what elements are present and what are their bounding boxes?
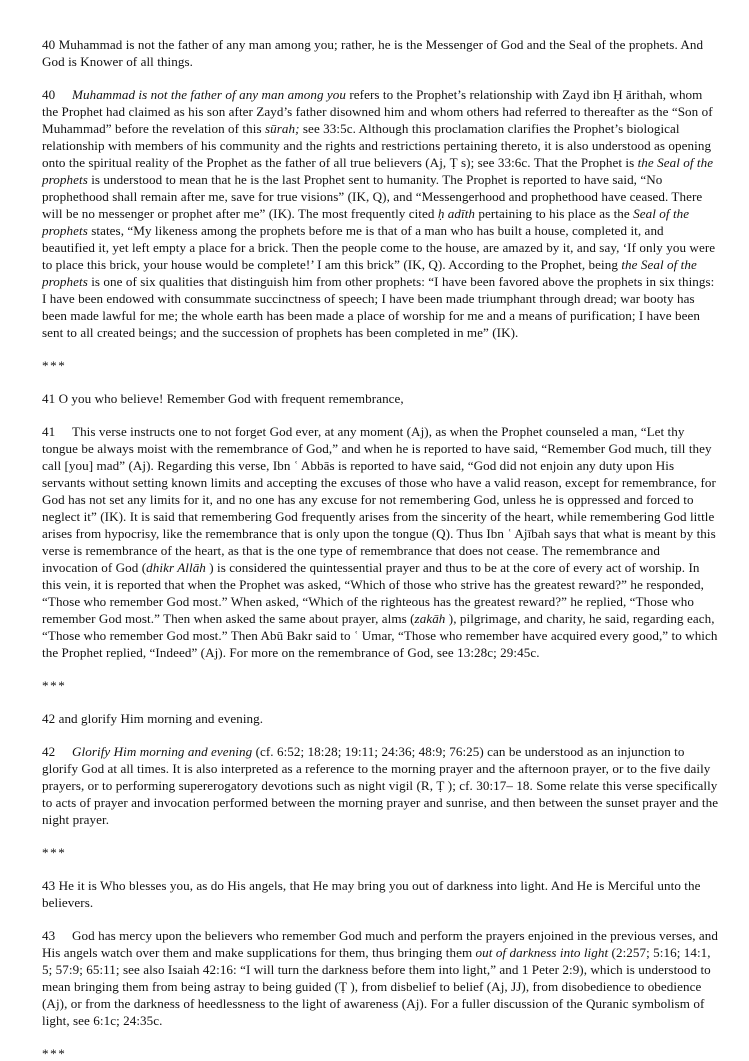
- commentary-paragraph-41: [42, 423, 719, 661]
- commentary-40-lead-italic: Muhammad is not the father of any man among you: [72, 87, 347, 102]
- verse-text-42: [42, 710, 719, 727]
- verse-41-body: 41 O you who believe! Remember God with frequent remembrance,: [42, 391, 404, 406]
- commentary-number-43: 43: [42, 928, 56, 943]
- commentary-40-italic-5: Seal of the prophets: [42, 206, 690, 238]
- section-separator-1: ***: [42, 358, 67, 373]
- commentary-40-text-6: is one of six qualities that distinguish him from other prophets: “I have been favored above the prophets in six things: I have been endowed with consummate succinctness of speech; I have been made triumphant through dread; war booty has been made lawful for me; the whole earth has been made a place of worship for me and a means of purification; I have been sent to all created beings; and the succession of prophets has been completed in me” (IK).: [42, 274, 715, 340]
- commentary-43-italic-1: out of darkness into light: [475, 945, 609, 960]
- commentary-number-42: 42: [42, 744, 56, 759]
- commentary-40-italic-6: the Seal of the prophets: [42, 257, 697, 289]
- commentary-43-text-1: God has mercy upon the believers who remember God much and perform the prayers enjoined in the previous verses, and His angels watch over them and make supplications for them, thus bringing them: [42, 928, 719, 960]
- commentary-41-text-1: This verse instructs one to not forget God ever, at any moment (Aj), as when the Prophet counseled a man, “Let thy tongue be always moist with the remembrance of God,” and when he is reported to have said, “Remember God much, till they call [you] mad” (Aj). Regarding this verse, Ibn ʿ Abbās is reported to have said, “God did not enjoin any duty upon His servants without setting known limits and accepting the excuses of those who have a valid reason, except for remembrance, for God has not set any limits for it, and no one has any excuse for not remembering God, unless he is oppressed and forced to neglect it” (IK). It is said that remembering God frequently arises from the sincerity of the heart, while remembering God little arises from hypocrisy, like the remembrance that is only upon the tongue (Q). Thus Ibn ʿ Ajībah says that what is meant by this verse is remembrance of the heart, as that is the one type of remembrance that does not cease. The remembrance and invocation of God (: [42, 424, 716, 575]
- commentary-paragraph-42: [42, 743, 719, 828]
- commentary-41-italic-2: zakāh: [414, 611, 446, 626]
- verse-text-43: [42, 877, 719, 911]
- commentary-number-40: 40: [42, 87, 56, 102]
- section-separator-2: ***: [42, 678, 67, 693]
- section-separator-3: ***: [42, 845, 67, 860]
- commentary-42-lead-italic: Glorify Him morning and evening: [72, 744, 253, 759]
- commentary-41-text-2: ) is considered the quintessential prayer and thus to be at the core of every act of worship. In this vein, it is reported that when the Prophet was asked, “Which of those who strive has the greatest reward?” he responded, “Those who remember God most.” When asked, “Which of the righteous has the greatest reward?” he replied, “Those who remember God most.” Then when asked the same about prayer, alms (: [42, 560, 704, 626]
- commentary-40-text-1: refers to the Prophet’s relationship with Zayd ibn Ḥ ārithah, whom the Prophet had claimed as his son after Zayd’s father disowned him and whom others had referred to thereafter as the “Son of Muhammad” before the revelation of this: [42, 87, 713, 136]
- commentary-40-text-2: see 33:5c. Although this proclamation clarifies the Prophet’s biological relationship with members of his community and the rights and restrictions pertaining thereto, it is also understood as opening onto the spiritual reality of the Prophet as the father of all true believers (Aj, Ṭ s); see 33:6c. That the Prophet is: [42, 121, 712, 170]
- page-content: [42, 36, 719, 1061]
- commentary-paragraph-40: [42, 86, 719, 341]
- commentary-paragraph-43: [42, 927, 719, 1029]
- commentary-number-41: 41: [42, 424, 56, 439]
- commentary-40-text-4: pertaining to his place as the: [475, 206, 634, 221]
- commentary-40-italic-2: sūrah;: [264, 121, 300, 136]
- commentary-40-text-5: states, “My likeness among the prophets before me is that of a man who has built a house, completed it, and beautified it, yet left empty a place for a brick. Then the people come to the house, are amazed by it, and say, ‘If only you were to place this brick, your house would be complete!’ I am this brick” (IK, Q). According to the Prophet, being: [42, 223, 716, 272]
- commentary-43-text-2: (2:257; 5:16; 14:1, 5; 57:9; 65:11; see also Isaiah 42:16: “I will turn the darkness before them into light,” and 1 Peter 2:9), which is understood to mean bringing them from being astray to being guided (Ṭ ), from disbelief to belief (Aj, JJ), from disobedience to obedience (Aj), or from the darkness of heedlessness to the light of awareness (Aj). For a fuller discussion of the Quranic symbolism of light, see 6:1c; 24:35c.: [42, 945, 711, 1028]
- verse-42-body: 42 and glorify Him morning and evening.: [42, 711, 264, 726]
- commentary-42-text-1: (cf. 6:52; 18:28; 19:11; 24:36; 48:9; 76:25) can be understood as an injunction to glorify God at all times. It is also interpreted as a reference to the morning prayer and the afternoon prayer, or to the five daily prayers, or to performing supererogatory devotions such as night vigil (R, Ṭ ); cf. 30:17– 18. Some relate this verse specifically to acts of prayer and invocation performed between the morning prayer and sunrise, and then between the sunset prayer and the night prayer.: [42, 744, 719, 827]
- section-separator-4: ***: [42, 1046, 67, 1061]
- verse-text-40: [42, 36, 719, 70]
- verse-text-41: [42, 390, 719, 407]
- commentary-41-italic-1: dhikr Allāh: [146, 560, 206, 575]
- verse-43-body: 43 He it is Who blesses you, as do His angels, that He may bring you out of darkness into light. And He is Merciful unto the believers.: [42, 878, 701, 910]
- commentary-40-text-3: is understood to mean that he is the last Prophet sent to humanity. The Prophet is reported to have said, “No prophethood shall remain after me, save for true visions” (IK, Q), and “Messengerhood and prophethood have ceased. There will be no messenger or prophet after me” (IK). The most frequently cited: [42, 172, 703, 221]
- commentary-40-italic-3: the Seal of the prophets: [42, 155, 714, 187]
- commentary-40-italic-4: ḥ adīth: [437, 206, 476, 221]
- verse-40-body: 40 Muhammad is not the father of any man among you; rather, he is the Messenger of God and the Seal of the prophets. And God is Knower of all things.: [42, 37, 704, 69]
- commentary-41-text-3: ), pilgrimage, and charity, he said, regarding each, “Those who remember God most.” Then Abū Bakr said to ʿ Umar, “Those who remember have acquired every good,” to which the Prophet replied, “Indeed” (Aj). For more on the remembrance of God, see 13:28c; 29:45c.: [42, 611, 718, 660]
